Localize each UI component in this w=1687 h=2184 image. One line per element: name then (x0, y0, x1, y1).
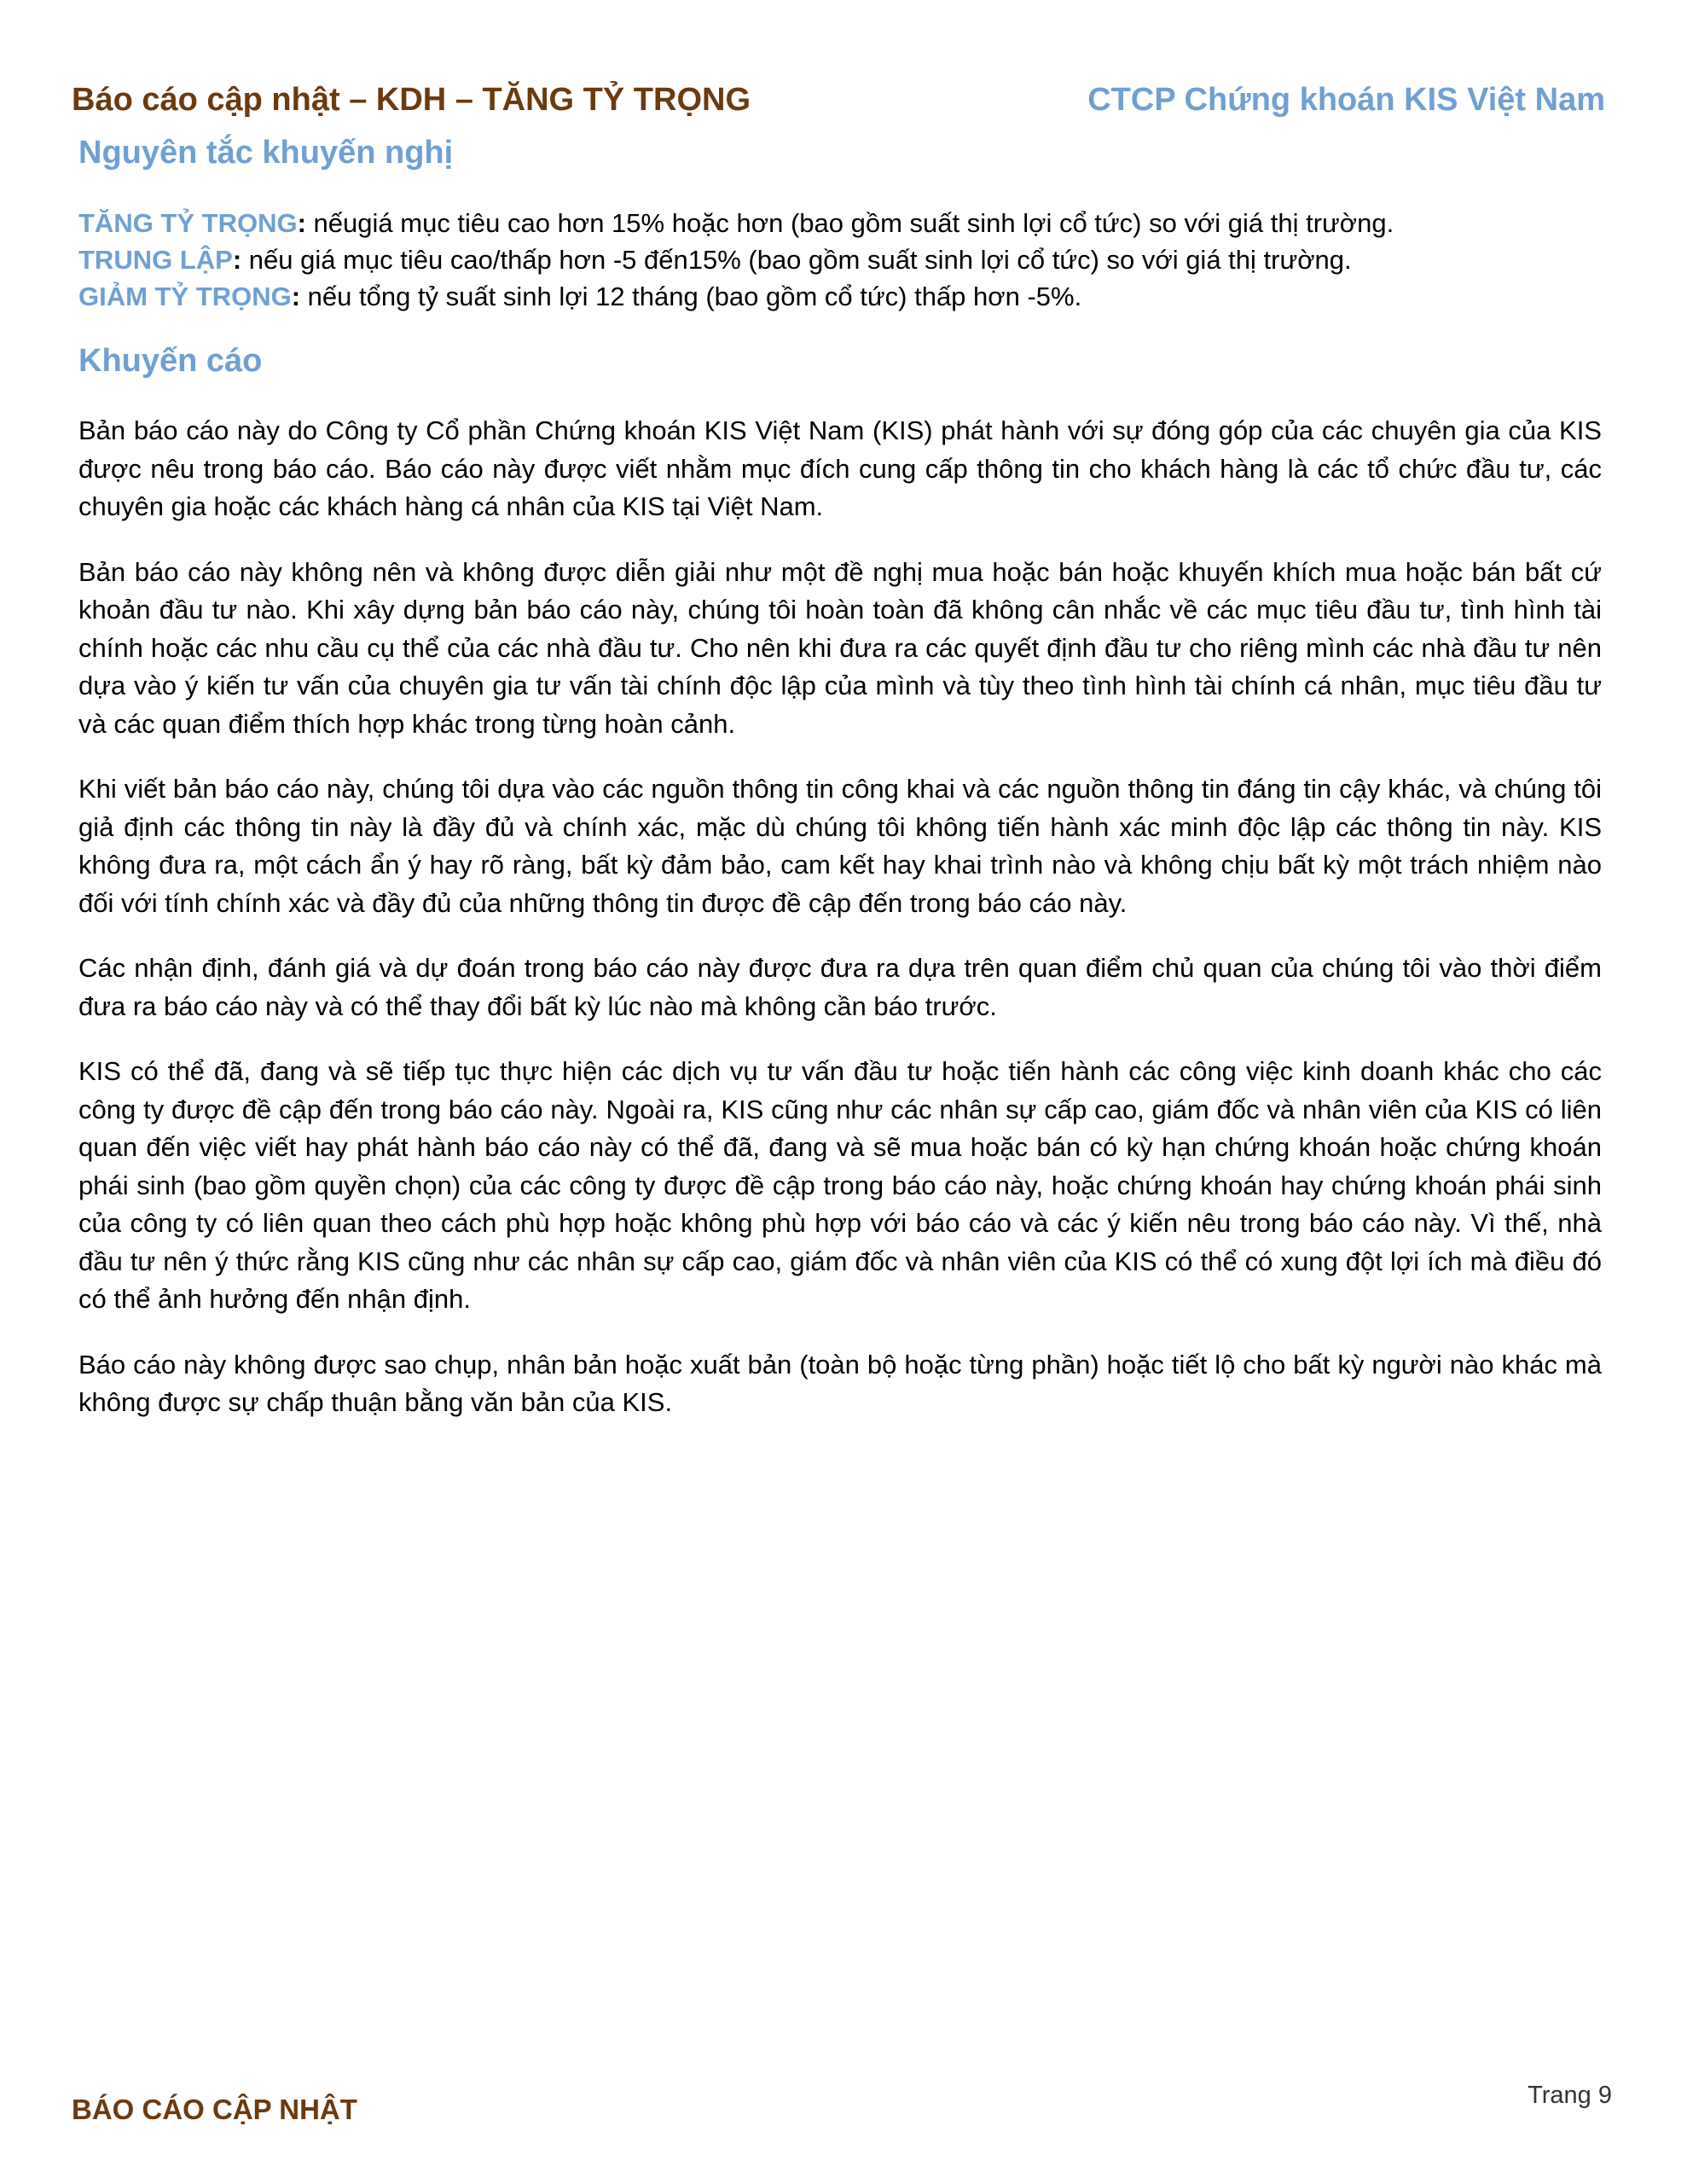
disclaimer-body (78, 412, 1602, 1449)
disclaimer-paragraph: KIS có thể đã, đang và sẽ tiếp tục thực hiện các dịch vụ tư vấn đầu tư hoặc tiến hành các công việc kinh doanh khác cho các công ty được đề cập đến trong báo cáo này. Ngoài ra, KIS cũng như các nhân sự cấp cao, giám đốc và nhân viên của KIS có liên quan đến việc viết hay phát hành báo cáo này có thể đã, đang và sẽ mua hoặc bán có kỳ hạn chứng khoán hoặc chứng khoán phái sinh (bao gồm quyền chọn) của các công ty được đề cập trong báo cáo này, hoặc chứng khoán hay chứng khoán phái sinh của công ty có liên quan theo cách phù hợp hoặc không phù hợp với báo cáo và các ý kiến nêu trong báo cáo này. Vì thế, nhà đầu tư nên ý thức rằng KIS cũng như các nhân sự cấp cao, giám đốc và nhân viên của KIS có thể có xung đột lợi ích mà điều đó có thể ảnh hưởng đến nhận định. (78, 1056, 1602, 1314)
rating-description: nếu tổng tỷ suất sinh lợi 12 tháng (bao gồm cổ tức) thấp hơn -5%. (300, 282, 1082, 311)
disclaimer-paragraph: Bản báo cáo này do Công ty Cổ phần Chứng khoán KIS Việt Nam (KIS) phát hành với sự đóng góp của các chuyên gia của KIS được nêu trong báo cáo. Báo cáo này được viết nhằm mục đích cung cấp thông tin cho khách hàng là các tổ chức đầu tư, các chuyên gia hoặc các khách hàng cá nhân của KIS tại Việt Nam. (78, 415, 1602, 521)
page-number: Trang 9 (1528, 2082, 1612, 2109)
rating-term: TĂNG TỶ TRỌNG (78, 208, 298, 238)
footer-report-type: BÁO CÁO CẬP NHẬT (72, 2094, 357, 2125)
rating-definitions (78, 205, 1605, 315)
rating-underweight: GIẢM TỶ TRỌNG: nếu tổng tỷ suất sinh lợi 12 tháng (bao gồm cổ tức) thấp hơn -5%. (78, 282, 1082, 311)
rating-neutral: TRUNG LẬP: nếu giá mục tiêu cao/thấp hơn -5 đến15% (bao gồm suất sinh lợi cổ tức) so với giá thị trường. (78, 245, 1352, 275)
rating-description: nếu giá mục tiêu cao/thấp hơn -5 đến15% (bao gồm suất sinh lợi cổ tức) so với giá thị trường. (241, 245, 1352, 275)
rating-description: nếugiá mục tiêu cao hơn 15% hoặc hơn (bao gồm suất sinh lợi cổ tức) so với giá thị trường. (305, 208, 1394, 238)
disclaimer-paragraph: Báo cáo này không được sao chụp, nhân bản hoặc xuất bản (toàn bộ hoặc từng phần) hoặc tiết lộ cho bất kỳ người nào khác mà không được sự chấp thuận bằng văn bản của KIS. (78, 1349, 1602, 1417)
recommendation-section-title: Nguyên tắc khuyến nghị (78, 135, 454, 171)
rating-term: GIẢM TỶ TRỌNG (78, 282, 292, 311)
report-header-title: Báo cáo cập nhật – KDH – TĂNG TỶ TRỌNG (72, 82, 751, 118)
disclaimer-paragraph: Bản báo cáo này không nên và không được diễn giải như một đề nghị mua hoặc bán hoặc khuyến khích mua hoặc bán bất cứ khoản đầu tư nào. Khi xây dựng bản báo cáo này, chúng tôi hoàn toàn đã không cân nhắc về các mục tiêu đầu tư, tình hình tài chính hoặc các nhu cầu cụ thể của các nhà đầu tư. Cho nên khi đưa ra các quyết định đầu tư cho riêng mình các nhà đầu tư nên dựa vào ý kiến tư vấn của chuyên gia tư vấn tài chính độc lập của mình và tùy theo tình hình tài chính cá nhân, mục tiêu đầu tư và các quan điểm thích hợp khác trong từng hoàn cảnh. (78, 556, 1602, 739)
disclaimer-paragraph: Các nhận định, đánh giá và dự đoán trong báo cáo này được đưa ra dựa trên quan điểm chủ quan của chúng tôi vào thời điểm đưa ra báo cáo này và có thể thay đổi bất kỳ lúc nào mà không cần báo trước. (78, 953, 1602, 1021)
rating-term: TRUNG LẬP (78, 245, 233, 275)
rating-overweight: TĂNG TỶ TRỌNG: nếugiá mục tiêu cao hơn 15% hoặc hơn (bao gồm suất sinh lợi cổ tức) so với giá thị trường. (78, 208, 1394, 238)
disclaimer-section-title: Khuyến cáo (78, 343, 263, 379)
disclaimer-paragraph: Khi viết bản báo cáo này, chúng tôi dựa vào các nguồn thông tin công khai và các nguồn thông tin đáng tin cậy khác, và chúng tôi giả định các thông tin này là đầy đủ và chính xác, mặc dù chúng tôi không tiến hành xác minh độc lập các thông tin này. KIS không đưa ra, một cách ẩn ý hay rõ ràng, bất kỳ đảm bảo, cam kết hay khai trình nào và không chịu bất kỳ một trách nhiệm nào đối với tính chính xác và đầy đủ của những thông tin được đề cập đến trong báo cáo này. (78, 774, 1602, 918)
company-name: CTCP Chứng khoán KIS Việt Nam (1087, 82, 1605, 118)
